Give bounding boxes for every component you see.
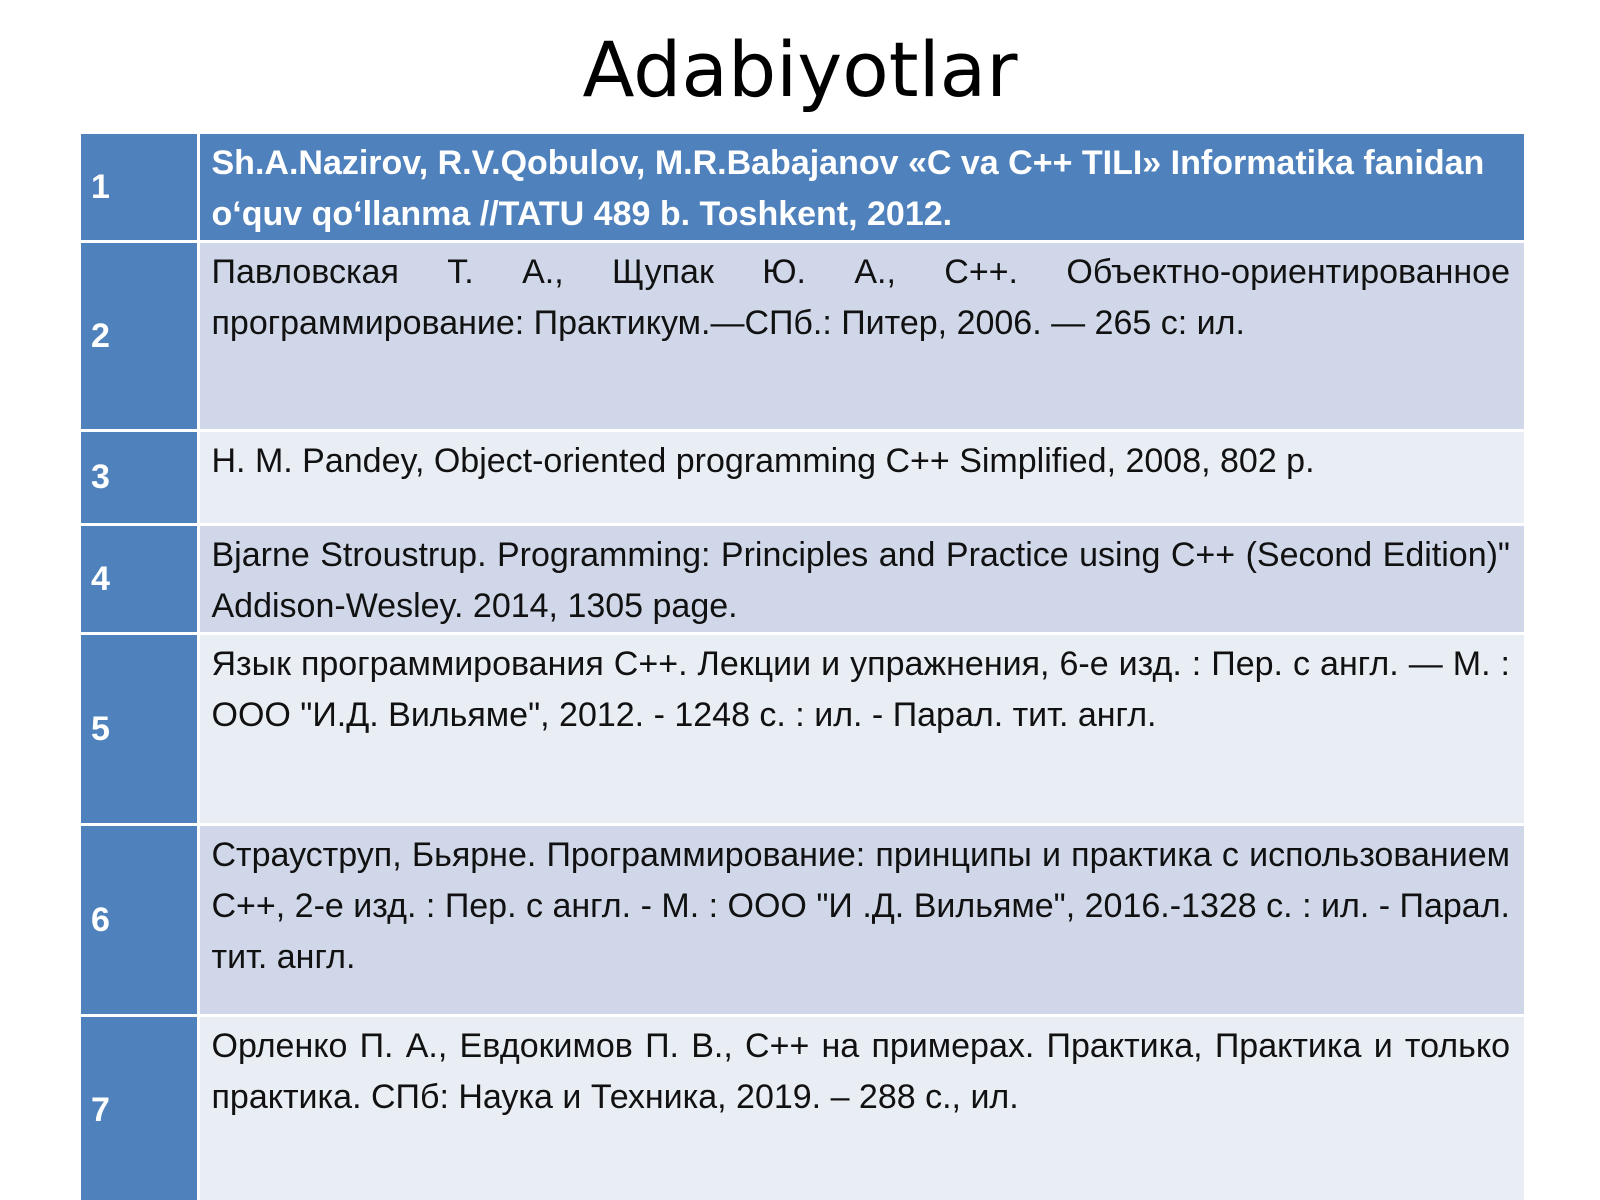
reference-number: 7: [81, 1016, 198, 1200]
reference-number: 2: [81, 242, 198, 431]
reference-text: Bjarne Stroustrup. Programming: Principles and Practice using C++ (Second Edition)" Addison-Wesley. 2014, 1305 page.: [198, 525, 1524, 634]
reference-text: Орленко П. А., Евдокимов П. В., С++ на примерах. Практика, Практика и только практика. СПб: Наука и Техника, 2019. – 288 с., ил.: [198, 1016, 1524, 1200]
table-row: [81, 825, 1524, 1016]
reference-number: 3: [81, 431, 198, 525]
reference-text: H. M. Pandey, Object-oriented programming C++ Simplified, 2008, 802 p.: [198, 431, 1524, 525]
page-title: Adabiyotlar: [582, 25, 1018, 114]
reference-number: 5: [81, 634, 198, 825]
reference-number: 1: [81, 134, 198, 242]
table-row: [81, 1016, 1524, 1200]
reference-text: Павловская Т. А., Щупак Ю. А., С++. Объектно-ориентированное программирование: Практикум.—СПб.: Питер, 2006. — 265 с: ил.: [198, 242, 1524, 431]
reference-number: 6: [81, 825, 198, 1016]
reference-text: Страуструп, Бьярне. Программирование: принципы и практика с использованием C++, 2-е изд. : Пер. с англ. - М. : ООО "И .Д. Вильяме", 2016.-1328 с. : ил. - Парал. тит. англ.: [198, 825, 1524, 1016]
table-row: [81, 525, 1524, 634]
reference-text: Язык программирования C++. Лекции и упражнения, 6-е изд. : Пер. с англ. — М. : ООО "И.Д. Вильяме", 2012. - 1248 с. : ил. - Парал. тит. англ.: [198, 634, 1524, 825]
references-table: [81, 134, 1524, 1200]
table-row: [81, 634, 1524, 825]
reference-number: 4: [81, 525, 198, 634]
table-row: [81, 242, 1524, 431]
table-row: [81, 431, 1524, 525]
table-row: [81, 134, 1524, 242]
reference-text: Sh.A.Nazirov, R.V.Qobulov, M.R.Babajanov «C va C++ TILI» Informatika fanidan o‘quv qo‘llanma //TATU 489 b. Toshkent, 2012.: [198, 134, 1524, 242]
